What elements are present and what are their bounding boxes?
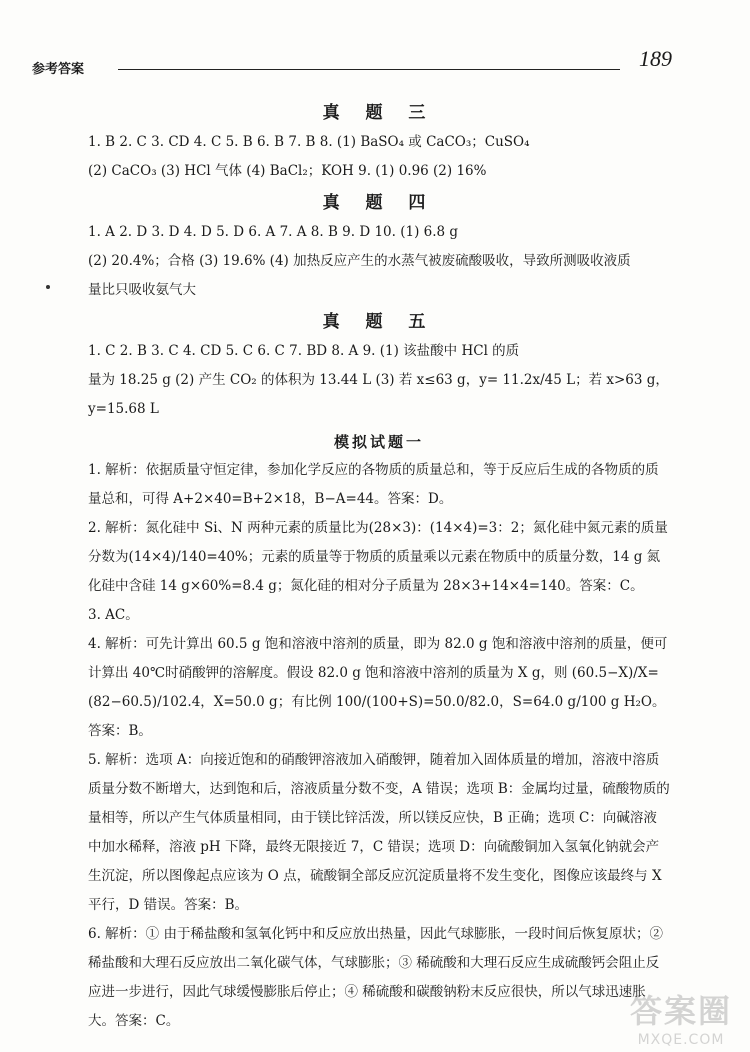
section-title: 真 题 三: [322, 103, 436, 123]
section-title: 真 题 四: [322, 193, 436, 213]
section-zhenti-4: [88, 188, 670, 305]
section-zhenti-3: [88, 98, 670, 186]
answer-line: y=15.68 L: [88, 401, 159, 417]
answer-line: 量为 18.25 g (2) 产生 CO₂ 的体积为 13.44 L (3) 若 x≤63 g，y= 11.2x/45 L；若 x>63 g，: [88, 372, 669, 388]
page-number: 189: [639, 46, 672, 71]
answer-paragraph: 4. 解析：可先计算出 60.5 g 饱和溶液中溶剂的质量，即为 82.0 g 饱和溶液中溶剂的质量，便可计算出 40℃时硝酸钾的溶解度。假设 82.0 g 饱和溶液中溶剂的质量为 X g，则 (60.5−X)/X=(82−60.5)/102.4，X=50.0 g；有比例 100/(100+S)=50.0/82.0，S=64.0 g/100 g H₂O。答案：B。: [88, 636, 668, 739]
answer-paragraph: 2. 解析：氮化硅中 Si、N 两种元素的质量比为(28×3)：(14×4)=3：2；氮化硅中氮元素的质量分数为(14×4)/140=40%；元素的质量等于物质的质量乘以元素在物质中的质量分数，14 g 氮化硅中含硅 14 g×60%=8.4 g；氮化硅的相对分子质量为 28×3+14×4=140。答案：C。: [88, 520, 668, 594]
answer-line: 量比只吸收氨气大: [88, 282, 196, 298]
answer-line: (2) CaCO₃ (3) HCl 气体 (4) BaCl₂；KOH 9. (1) 0.96 (2) 16%: [88, 163, 487, 179]
header-rule: [118, 69, 620, 70]
watermark-top: 答案圈: [629, 992, 732, 1030]
section-zhenti-5: [88, 307, 670, 424]
answer-line: 1. A 2. D 3. D 4. D 5. D 6. A 7. A 8. B 9. D 10. (1) 6.8 g: [88, 224, 459, 240]
answer-paragraph: 6. 解析：① 由于稀盐酸和氢氧化钙中和反应放出热量，因此气球膨胀，一段时间后恢复原状；② 稀盐酸和大理石反应放出二氧化碳气体，气球膨胀；③ 稀硫酸和大理石反应生成硫酸钙会阻止反应进一步进行，因此气球缓慢膨胀后停止；④ 稀硫酸和碳酸钠粉末反应很快，所以气球迅速胀大。答案：C。: [88, 926, 663, 1029]
section-title: 模拟试题一: [333, 433, 424, 451]
answer-line: 1. B 2. C 3. CD 4. C 5. B 6. B 7. B 8. (1) BaSO₄ 或 CaCO₃；CuSO₄: [88, 134, 530, 150]
section-mock-test-1: [88, 428, 670, 1036]
section-title: 真 题 五: [322, 312, 436, 332]
page-header: [32, 46, 672, 77]
answer-paragraph: 1. 解析：依据质量守恒定律，参加化学反应的各物质的质量总和，等于反应后生成的各物质的质量总和，可得 A+2×40=B+2×18，B−A=44。答案：D。: [88, 462, 659, 507]
answer-line: (2) 20.4%；合格 (3) 19.6% (4) 加热反应产生的水蒸气被废硫酸吸收，导致所测吸收液质: [88, 253, 631, 269]
page-body: [88, 98, 670, 1038]
margin-dot: [46, 285, 50, 289]
answer-paragraph: 5. 解析：选项 A：向接近饱和的硝酸钾溶液加入硝酸钾，随着加入固体质量的增加，溶液中溶质质量分数不断增大，达到饱和后，溶液质量分数不变，A 错误；选项 B：金属均过量，硫酸物质的量相等，所以产生气体质量相同，由于镁比锌活泼，所以镁反应快，B 正确；选项 C：向碱溶液中加水稀释，溶液 pH 下降，最终无限接近 7，C 错误；选项 D：向硫酸铜加入氢氧化钠就会产生沉淀，所以图像起点应该为 O 点，硫酸铜全部反应沉淀质量将不发生变化，图像应该最终与 X 平行，D 错误。答案：B。: [88, 752, 670, 913]
answer-line: 1. C 2. B 3. C 4. CD 5. C 6. C 7. BD 8. A 9. (1) 该盐酸中 HCl 的质: [88, 343, 520, 359]
site-watermark-logo: [616, 986, 746, 1046]
answer-paragraph: 3. AC。: [88, 607, 139, 623]
watermark-bottom: MXQE.COM: [637, 1032, 725, 1048]
running-head: 参考答案: [32, 62, 85, 77]
